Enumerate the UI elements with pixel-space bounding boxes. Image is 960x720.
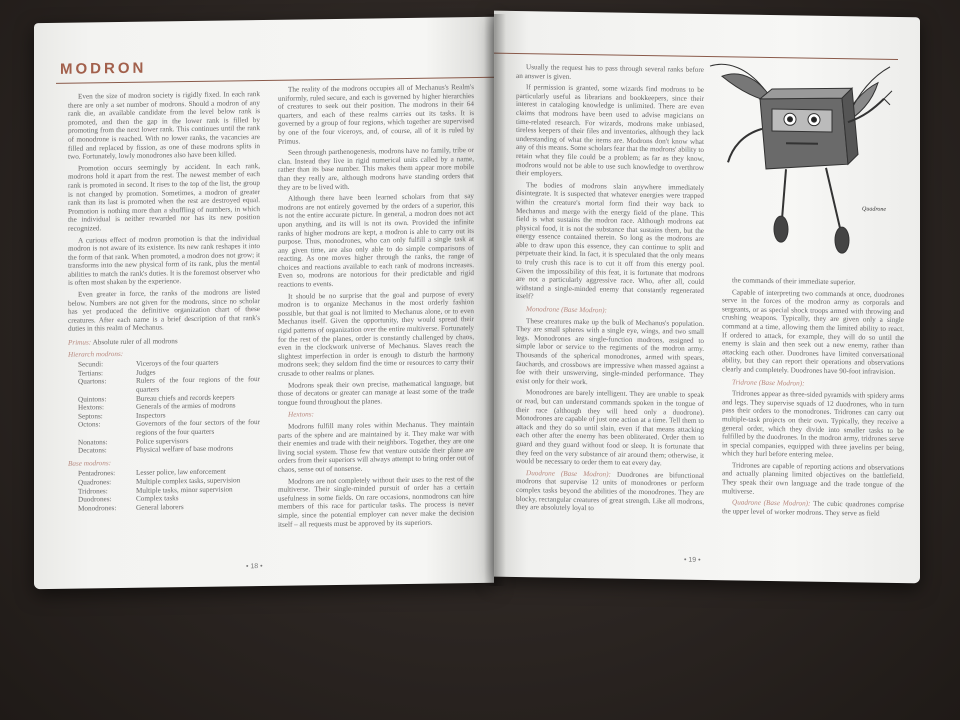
body-paragraph: Tridrones are capable of reporting actions and observations and actually planning limited objectives on the battlefield. They speak their own language and the trade tongue of the multiverse.: [722, 461, 904, 496]
running-head: MODRON: [60, 59, 147, 78]
rank-name: Quintons:: [78, 394, 107, 404]
right-column-2: [722, 276, 904, 565]
body-paragraph: the commands of their immediate superior.: [732, 276, 856, 287]
hierarchs-title: Hierarch modrons:: [68, 349, 124, 359]
body-paragraph: Promotion occurs seemingly by accident. In each rank, modrons hold it apart from the rest. The newest member of each rank is promoted in second. It rises to the top of the list, the group is not changed by promotion. Sometimes, a modron of greater rank than its last is promoted when the rest are destroyed equal. Promotion is nothing more than a shuffling of numbers, in which the individual is neither rewarded nor has its new position recognized.: [68, 161, 260, 233]
rank-duty: Viceroys of the four quarters: [136, 358, 219, 369]
body-paragraph: If permission is granted, some wizards find modrons to be particularly useful as librarians and bookkeepers, since their interest in cataloging knowledge is unlimited. There are even claims that modrons have been used to advise magicians on time-related research. For wizards, modrons make unbiased, tireless keepers of their files and inventories, although they lack understanding of what the items are. Modrons don't know what any of this means. Some scholars fear that the modrons' ability to retain what they file could be a problem; as far as they know, modrons would not be able to use such knowledge to overthrow their employers.: [516, 83, 704, 178]
body-paragraph: Even greater in force, the ranks of the modrons are listed below. Numbers are not given for the modrons, since no scholar has yet produced the definitive organization chart of these creatures. After each name is a brief description of that rank's duties in this realm of Mechanus.: [68, 288, 260, 334]
right-column-1: [516, 63, 704, 556]
page-number-left: • 18 •: [246, 563, 263, 571]
quadrone-illustration: [702, 58, 908, 271]
rank-duty: Bureau chiefs and records keepers: [136, 393, 235, 403]
duodrone-text: Duodrones are bifunctional modrons that supervise 12 units of monodrones or perform complex tasks beyond the abilities of the monodrones. They are blocky, rectangular creatures of great strength. Like all modrons, they are absolutely loyal to: [516, 470, 704, 513]
base-ranks: [68, 457, 260, 513]
rank-duty: Multiple tasks, minor supervision: [136, 484, 233, 495]
rank-name: Tertians:: [78, 369, 104, 378]
tridrone-label: Tridrone (Base Modron):: [732, 377, 805, 388]
rank-name: Octons:: [78, 420, 101, 429]
body-paragraph: These creatures make up the bulk of Mechanus's population. They are small spheres with a single eye, wings, and two small legs. Monodrones are single-function modrons, assigned to simple labor or service to the regiments of the modron army. Thousands of the spherical monodrones, armed with spears, fauchards, and crossbows are impressive when massed against a foe with their unswerving, single-minded performance. They exist only for their work.: [516, 316, 704, 386]
rank-name: Tridrones:: [78, 486, 108, 496]
rank-duty: Police supervisors: [136, 436, 189, 446]
body-paragraph: It should be no surprise that the goal and purpose of every modron is to organize Mechanus in the most orderly fashion possible, but that goal is not limited to Mechanus alone, or to even Mechanus itself. Given the opportunity, they would spread their rigid patterns of organization over the entire multiverse. Fortunately for the rest of the planes, order is constantly challenged by chaos, even in the clockwork universe of Mechanus. Slaves reach the slightest imperfection in order is enough to disturb the harmony modrons seek; they seldom find the time or resources to carry their crusade to other realms or planes.: [278, 289, 474, 378]
rank-duty: Inspectors: [136, 411, 166, 420]
left-column-2: [278, 83, 474, 564]
rank-duty: Judges: [136, 368, 156, 377]
rank-name: Decatons:: [78, 446, 107, 455]
body-paragraph: A curious effect of modron promotion is that the individual modron is not aware of its existence. Its new rank reshapes it into the form of that rank. When promoted, a modron does not grow; it transforms into the new physical form of its rank, plus the mental abilities to match the rank's duties. It is the foremost observer who is often most shaken by the experience.: [68, 233, 260, 288]
base-title: Base modrons:: [68, 458, 112, 468]
body-paragraph: The bodies of modrons slain anywhere immediately disintegrate. It is suspected that whatever energies were trapped within the creature's mortal form find their way back to Mechanus and merge with the energy field of the plane. This field is what sustains the modron race. Although modrons eat physical food, it is not the substance that sustains them, but the energy essence contained therein. So long as the modrons are able to draw upon this essence, they can continue to split and perpetuate their kind. In fact, it is speculated that the only means to truly crush this race is to cut it off from this energy pool. Given the impossibility of this feat, it is fortunate that modrons are not a particularly aggressive race. Who, after all, could withstand a single-minded enemy that constantly regenerated itself?: [516, 180, 704, 301]
primus-text: Absolute ruler of all modrons: [92, 337, 178, 347]
rank-name: Quartons:: [78, 377, 107, 387]
rank-name: Duodrones:: [78, 495, 112, 504]
rank-duty: Generals of the armies of modrons: [136, 401, 236, 411]
header-rule-right: [494, 53, 898, 60]
primus-label: Primus:: [68, 338, 92, 347]
body-paragraph: Although there have been learned scholars from that say modrons are not entirely governed by the orders of a superior, this is not the entire accurate picture. In general, a modron does not act upon anything, and its will is not its own. Provided the infinite ranks of higher modrons are kept, a modron is able to carry out its purpose. Thus, monodrones, who can only fulfill a single task at any given time, are also only able to do simple comparisons of reacting. As one moves higher through the ranks, the range of choices and reactions available to each rank of modrons increases. Even so, modrons are notorious for their predictable and rigid reactions to events.: [278, 192, 474, 289]
rank-duty: Complex tasks: [136, 494, 179, 503]
hierarch-rank-row: [68, 418, 260, 438]
body-paragraph: Monodrones are barely intelligent. They are unable to speak or read, but can understand commands spoken in the tongue of their race (although they will heed only a duodrone). Monodrones are capable of just one action at a time. Tell them to attack and they do so until slain, even if that means attacking each other after the enemy has been obliterated. Order them to guard and they guard without food or sleep. It is fortunate that they feed on the very substance of air around them; otherwise, it would be necessary to order them to eat every day.: [516, 388, 704, 468]
art-signature: Quadrone: [862, 206, 887, 213]
rank-name: Pentadrones:: [78, 469, 116, 478]
hextons-label: Hextons:: [288, 410, 314, 420]
base-rank-row: [68, 502, 260, 513]
rank-duty: Lesser police, law enforcement: [136, 467, 226, 478]
hierarch-rank-row: [68, 444, 260, 455]
rank-duty: General laborers: [136, 502, 184, 512]
body-paragraph: Capable of interpreting two commands at once, duodrones serve in the forces of the modron army as corporals and sergeants, or as special shock troops armed with throwing and crushing weapons. Typically, they are given only a single command at a time, allowing them the limited ability to react. If ordered to attack, for example, they will do so until the enemy is slain and then seek out a new enemy, rather than attacking each other. Duodrones have limited conversational ability, but they can report their operations and observations clearly and completely. Duodrones have 90-foot infravision.: [722, 287, 904, 376]
body-paragraph: Even the size of modron society is rigidly fixed. In each rank there are only a set number of modrons. Should a modron of any rank die, an available candidate from the level below rank is promoted, and then the gap in the lower rank is filled by promoting from the next lower rank. This continues until the rank of monodrone is reached. With no lower ranks, the vacancies are filled and replaced by fission, as one of these modrons splits in two. Fortunately, lowly monodrones also have been killed.: [68, 90, 260, 161]
body-paragraph: Usually the request has to pass through several ranks before an answer is given.: [516, 63, 704, 81]
left-page: [34, 17, 494, 589]
rank-duty: Governors of the four sectors of the four regions of the four quarters: [136, 418, 260, 437]
right-page: [494, 11, 920, 584]
page-number-right: • 19 •: [684, 556, 701, 564]
rank-duty: Multiple complex tasks, supervision: [136, 476, 241, 486]
body-paragraph: Tridrones appear as three-sided pyramids with spidery arms and legs. They supervise squads of 12 duodrones, who in turn pass their orders to the monodrones. Tridrones can carry out multiple-task projects on their own. Typically, they receive a general order, which they divide into smaller tasks to be fulfilled by the duodrones. In the modron army, tridrones serve in special companies, equipped with three javelins per being, which they hurl before entering melee.: [722, 389, 904, 460]
rank-duty: Rulers of the four regions of the four quarters: [136, 375, 260, 394]
rank-name: Monodrones:: [78, 503, 117, 513]
rank-duty: Physical welfare of base modrons: [136, 444, 234, 454]
monodrone-label: Monodrone (Base Modron):: [526, 305, 607, 315]
body-paragraph: Modrons speak their own precise, mathematical language, but those of decatons or greater can manage at least some of the trade tongue found throughout the planes.: [278, 378, 474, 407]
body-paragraph: Modrons fulfill many roles within Mechanus. They maintain parts of the sphere and are maintained by it. They make war with their enemies and trade with their neighbors. Together, they are one living social system. Those few that venture outside their plane are orders from their superiors will always attempt to bring order out of chaos, sense out of nonsense.: [278, 420, 474, 474]
rank-name: Hextons:: [78, 403, 104, 412]
body-paragraph: The reality of the modrons occupies all of Mechanus's Realm's uniformly, ruled secure, and each is governed by higher hierarchies of creatures to seek out their position. The modrons in their 64 quarters, and each of these realms carries out its tasks. It is governed by a group of four regions, which together are supervised by one of the four viceroys, and, of course, all of it is ruled by Primus.: [278, 83, 474, 146]
rank-name: Nonatons:: [78, 437, 108, 447]
body-paragraph: Seen through parthenogenesis, modrons have no family, tribe or clan. Instead they live in rigid numerical units called by a name, rather than its base number. This makes them appear more mobile than they really are, although modrons have standing orders that they are to be lived with.: [278, 146, 474, 192]
quadrone-label: Quadrone (Base Modron):: [732, 498, 811, 508]
body-paragraph: Modrons are not completely without their uses to the rest of the multiverse. Their single-minded pursuit of order has a certain usefulness in some fields. On rare occasions, nonmodrons can hire members of this race for particular tasks. The process is never simple, since the potential employer can never make the decision itself – all requests must be approved by its superiors.: [278, 474, 474, 529]
left-column-1: [68, 90, 260, 553]
quadrone-text: The cubic quadrones comprise the upper level of worker modrons. They serve as field: [722, 499, 904, 518]
rank-name: Septons:: [78, 412, 103, 421]
rank-name: Secundi:: [78, 360, 104, 369]
duodrone-label: Duodrone (Base Modron):: [526, 468, 611, 479]
rank-name: Quadrones:: [78, 478, 112, 487]
hierarch-ranks: [68, 348, 260, 456]
